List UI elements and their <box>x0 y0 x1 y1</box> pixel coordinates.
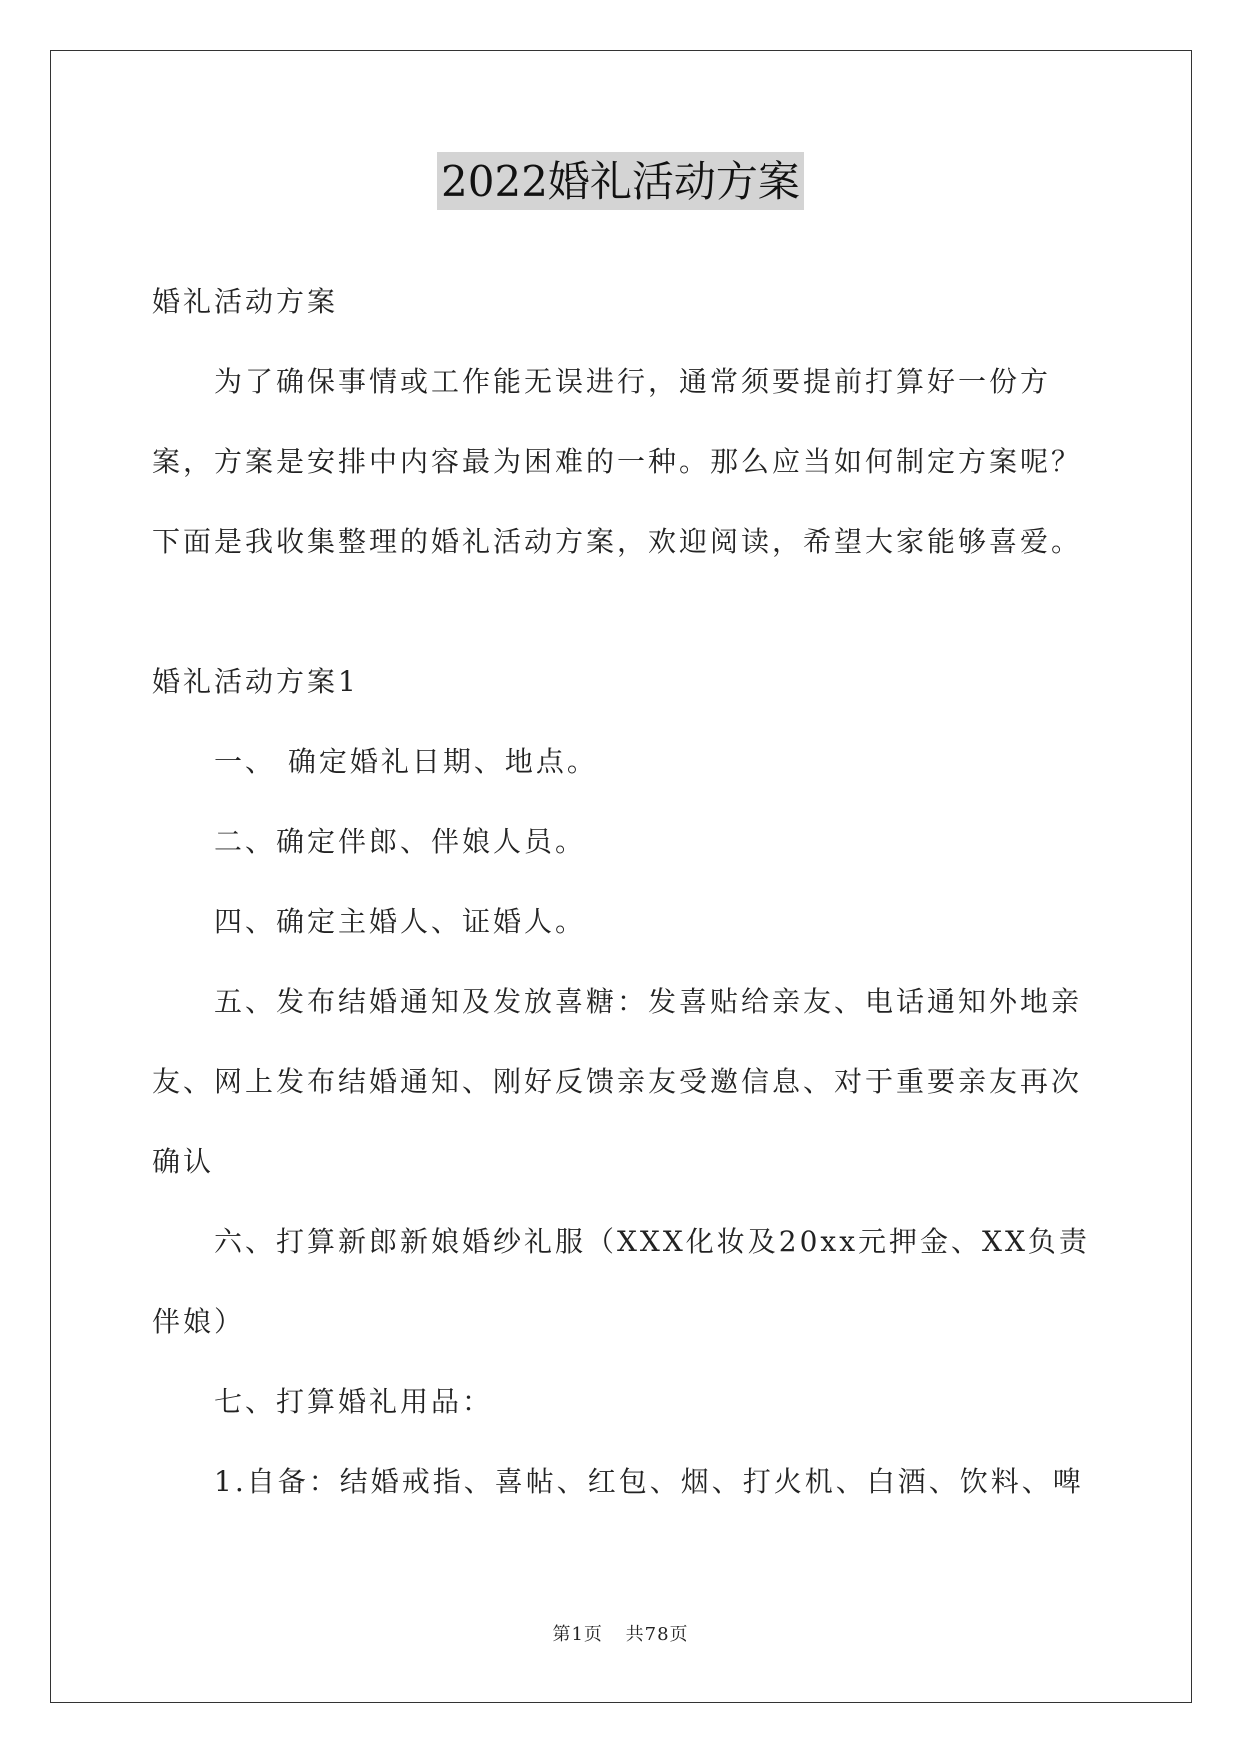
document-title: 2022婚礼活动方案 <box>437 152 804 210</box>
list-item: 1.自备：结婚戒指、喜帖、红包、烟、打火机、白酒、饮料、啤 <box>214 1465 1084 1498</box>
list-item: 七、打算婚礼用品： <box>214 1385 494 1418</box>
list-item: 六、打算新郎新娘婚纱礼服（XXX化妆及20xx元押金、XX负责伴娘） <box>152 1225 1090 1338</box>
intro-paragraph: 为了确保事情或工作能无误进行，通常须要提前打算好一份方案，方案是安排中内容最为困难的一种。那么应当如何制定方案呢？下面是我收集整理的婚礼活动方案，欢迎阅读，希望大家能够喜爱。 <box>152 365 1083 558</box>
title-container <box>0 152 1241 210</box>
list-item: 四、确定主婚人、证婚人。 <box>214 905 587 938</box>
list-item: 二、确定伴郎、伴娘人员。 <box>214 825 587 858</box>
section-heading: 婚礼活动方案1 <box>152 665 359 698</box>
list-item: 一、 确定婚礼日期、地点。 <box>214 745 598 778</box>
page-number: 第1页 <box>552 1624 603 1645</box>
page-total: 共78页 <box>625 1624 689 1645</box>
subtitle: 婚礼活动方案 <box>152 285 339 318</box>
list-item: 五、发布结婚通知及发放喜糖：发喜贴给亲友、电话通知外地亲友、网上发布结婚通知、刚好反馈亲友受邀信息、对于重要亲友再次确认 <box>152 985 1083 1178</box>
page-footer <box>0 1620 1241 1646</box>
spacer <box>152 582 1092 642</box>
document-body <box>152 262 1092 1522</box>
